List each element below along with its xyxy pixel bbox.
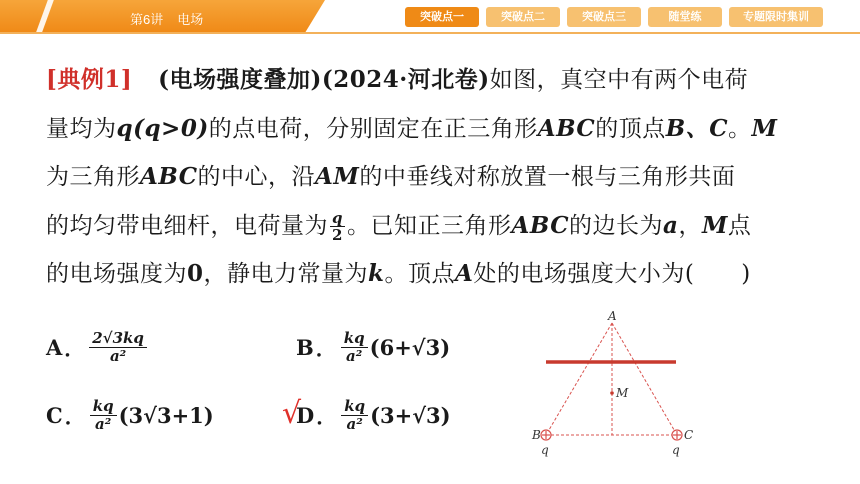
var-bc: B、C <box>665 114 728 142</box>
option-label: A <box>46 335 63 360</box>
option-b-factor: (6+√3) <box>369 335 451 360</box>
top-bar <box>0 0 860 34</box>
frac-den: a² <box>95 415 112 433</box>
example-tag: [典例1] <box>46 66 133 93</box>
option-b-fraction <box>341 330 368 365</box>
text-span: 点 <box>727 212 752 239</box>
condition: (q>0) <box>133 114 209 142</box>
frac-num: kq <box>341 330 368 348</box>
label-charge-b: q <box>541 443 549 457</box>
tab-breakthrough-2[interactable]: 突破点二 <box>486 7 560 27</box>
answer-check-mark: √ <box>282 396 302 431</box>
tab-breakthrough-1[interactable]: 突破点一 <box>405 7 479 27</box>
center-point-m <box>610 391 614 395</box>
frac-num: kq <box>341 398 368 416</box>
var-a: a <box>663 211 679 239</box>
option-c[interactable]: C ． $\frac{kq}{\text{a²}}$ (3√3+1) <box>46 397 214 433</box>
side-ac <box>612 323 677 435</box>
frac-den: a² <box>109 347 127 365</box>
question-line-1 <box>46 56 816 105</box>
option-label: B <box>296 335 314 360</box>
var-abc: ABC <box>140 163 198 190</box>
tab-breakthrough-3[interactable]: 突破点三 <box>567 7 641 27</box>
label-a: A <box>608 309 617 323</box>
text-span: 的中垂线对称放置一根与三角形共面 <box>359 164 736 190</box>
text-span: 量均为 <box>46 115 117 142</box>
text-span: 。顶点 <box>384 261 455 287</box>
text-span: 。已知正三角形 <box>347 212 512 239</box>
var-k: k <box>368 260 385 287</box>
var-abc: ABC <box>537 114 596 142</box>
frac-num: q <box>332 209 343 227</box>
option-label: D <box>296 403 315 428</box>
option-b[interactable]: B ． $\frac{kq}{\text{a²}}$ (6+√3) <box>296 329 451 365</box>
frac-num: kq <box>90 398 117 416</box>
option-a-fraction <box>89 330 147 365</box>
header-underline <box>0 32 860 34</box>
label-charge-c: q <box>672 443 680 457</box>
option-label: C <box>46 403 63 428</box>
question-topic: (电场强度叠加)(2024·河北卷) <box>158 66 490 93</box>
var-m: M <box>751 114 778 142</box>
label-c: C <box>684 428 694 442</box>
text-span: 的点电荷，分别固定在正三角形 <box>208 115 538 142</box>
text-span: 处的电场强度大小为( ) <box>473 261 751 287</box>
var-q: q <box>116 114 134 142</box>
question-line-3 <box>46 153 816 202</box>
side-ab <box>546 323 612 435</box>
question-line-2 <box>46 105 816 154</box>
frac-num: 2√3kq <box>89 330 147 348</box>
question-text <box>46 56 816 299</box>
text-span: 的顶点 <box>595 115 666 142</box>
var-am: AM <box>315 163 360 190</box>
value-zero: 0 <box>187 260 204 287</box>
fraction-q-over-2 <box>330 210 345 243</box>
text-span: 的电场强度为 <box>46 261 187 287</box>
option-d-fraction <box>341 398 368 433</box>
var-A: A <box>454 260 474 287</box>
question-text-1: 如图，真空中有两个电荷 <box>489 67 749 93</box>
text-span: 的边长为 <box>569 212 664 239</box>
text-span: ，静电力常量为 <box>203 261 369 287</box>
question-line-5 <box>46 250 816 299</box>
text-span: 。 <box>728 115 752 142</box>
lecture-number: 第6讲 <box>130 12 164 27</box>
option-a[interactable]: A ． $\frac{2√3kq}{\text{a²}}$ <box>46 330 149 365</box>
question-line-4 <box>46 202 816 251</box>
frac-den: 2 <box>332 226 343 244</box>
tab-in-class-practice[interactable]: 随堂练 <box>648 7 722 27</box>
text-span: ， <box>678 212 702 239</box>
tab-timed-training[interactable]: 专题限时集训 <box>729 7 823 27</box>
var-m: M <box>701 211 728 239</box>
option-d[interactable]: D ． $\frac{kq}{\text{a²}}$ (3+√3) <box>296 397 451 433</box>
text-span: 的中心，沿 <box>197 164 316 190</box>
label-b: B <box>532 428 541 442</box>
lecture-title <box>130 9 217 28</box>
label-m: M <box>616 386 629 400</box>
option-d-factor: (3+√3) <box>370 403 451 428</box>
var-abc: ABC <box>511 211 570 239</box>
lecture-name: 电场 <box>177 12 204 27</box>
option-c-factor: (3√3+1) <box>118 403 214 428</box>
frac-den: a² <box>346 347 363 365</box>
frac-den: a² <box>346 415 363 433</box>
text-span: 为三角形 <box>46 164 140 190</box>
section-tabs <box>405 7 823 27</box>
option-c-fraction <box>90 398 117 433</box>
text-span: 的均匀带电细杆，电荷量为 <box>46 212 328 239</box>
triangle-figure <box>528 308 708 458</box>
